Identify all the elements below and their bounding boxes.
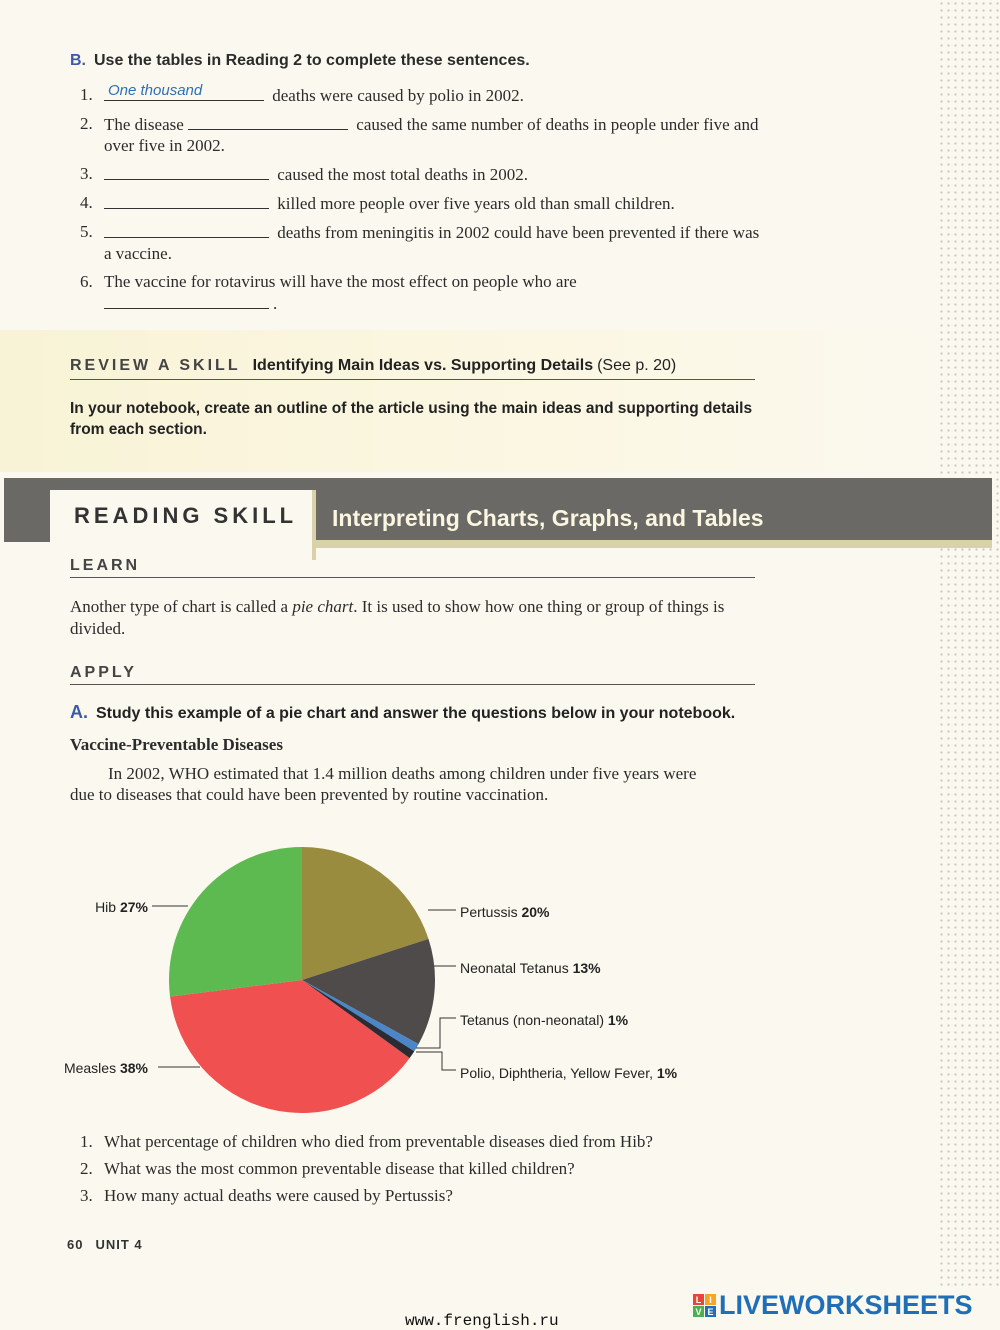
slice-name: Measles xyxy=(63,1060,120,1076)
slice-label xyxy=(64,1060,149,1076)
list-item: 3. How many actual deaths were caused by Pertussis? xyxy=(80,1186,453,1205)
liveworksheets-icon: L I V E xyxy=(693,1294,716,1317)
reading-skill-label: READING SKILL xyxy=(74,503,298,528)
liveworksheets-wordmark: LIVEWORKSHEETS xyxy=(719,1290,973,1320)
exercise-b-instruction: B. Use the tables in Reading 2 to complete these sentences. xyxy=(70,52,530,69)
page-number: 60 xyxy=(67,1237,84,1252)
question-list xyxy=(70,1131,770,1212)
page-footer xyxy=(67,1237,143,1252)
exercise-b xyxy=(70,52,760,321)
answer-blank-4[interactable] xyxy=(104,192,269,209)
slice-name: Tetanus (non-neonatal) xyxy=(460,1012,608,1028)
slice-percent: 13% xyxy=(572,960,601,976)
list-item: 3. caused the most total deaths in 2002. xyxy=(80,164,528,184)
pie-slice-hib xyxy=(169,847,302,997)
dotted-margin xyxy=(938,0,1000,1290)
apply-heading: APPLY xyxy=(70,664,755,685)
review-instruction: In your notebook, create an outline of the article using the main ideas and supporting details from each section. xyxy=(70,400,753,438)
slice-percent: 1% xyxy=(607,1012,629,1028)
chart-intro: In 2002, WHO estimated that 1.4 million deaths among children under five years were due to diseases that could have been prevented by routine vaccination. xyxy=(70,764,697,804)
slice-label xyxy=(460,1065,678,1081)
unit-label: UNIT 4 xyxy=(95,1237,143,1252)
learn-body: Another type of chart is called a pie chart. It is used to show how one thing or group of things is divided. xyxy=(70,597,725,638)
list-item: 5. deaths from meningitis in 2002 could have been prevented if there was a vaccine. xyxy=(80,222,760,263)
slice-name: Polio, Diphtheria, Yellow Fever, xyxy=(460,1065,657,1081)
answer-blank-3[interactable] xyxy=(104,163,269,180)
apply-instruction: A. Study this example of a pie chart and answer the questions below in your notebook. xyxy=(70,702,736,722)
answer-text: One thousand xyxy=(108,82,203,99)
reading-skill-title: Interpreting Charts, Graphs, and Tables xyxy=(332,505,764,531)
answer-blank-5[interactable] xyxy=(104,221,269,238)
answer-blank-2[interactable] xyxy=(188,113,348,130)
list-item: 2. The disease caused the same number of deaths in people under five and over five in 2002. xyxy=(80,114,759,155)
slice-label xyxy=(460,960,601,976)
liveworksheets-logo[interactable] xyxy=(693,1290,973,1321)
list-item: 1. One thousand deaths were caused by polio in 2002. xyxy=(80,82,524,105)
answer-blank-6[interactable] xyxy=(104,292,269,309)
slice-percent: 27% xyxy=(119,899,148,915)
slice-name: Hib xyxy=(95,899,120,915)
list-item: 2. What was the most common preventable disease that killed children? xyxy=(80,1159,575,1178)
slice-percent: 20% xyxy=(521,904,550,920)
list-item: 1. What percentage of children who died from preventable diseases died from Hib? xyxy=(80,1132,653,1151)
pie-chart xyxy=(60,840,700,1120)
chart-title: Vaccine-Preventable Diseases xyxy=(70,735,283,754)
site-url: www.frenglish.ru xyxy=(405,1312,559,1330)
slice-percent: 1% xyxy=(656,1065,678,1081)
list-item: 4. killed more people over five years old than small children. xyxy=(80,193,675,213)
slice-name: Pertussis xyxy=(460,904,522,920)
list-item: 6. The vaccine for rotavirus will have the most effect on people who are . xyxy=(80,272,577,313)
learn-heading: LEARN xyxy=(70,557,755,578)
answer-blank-1[interactable] xyxy=(104,84,264,101)
slice-label xyxy=(460,1012,629,1028)
slice-label xyxy=(95,899,148,915)
banner-accent xyxy=(312,540,992,548)
slice-name: Neonatal Tetanus xyxy=(460,960,573,976)
review-heading: REVIEW A SKILL Identifying Main Ideas vs. Supporting Details (See p. 20) xyxy=(70,357,755,380)
slice-label xyxy=(460,904,550,920)
leader-line xyxy=(416,1052,456,1070)
slice-percent: 38% xyxy=(119,1060,148,1076)
exercise-b-list xyxy=(70,84,760,314)
exercise-letter: B. xyxy=(70,52,86,69)
